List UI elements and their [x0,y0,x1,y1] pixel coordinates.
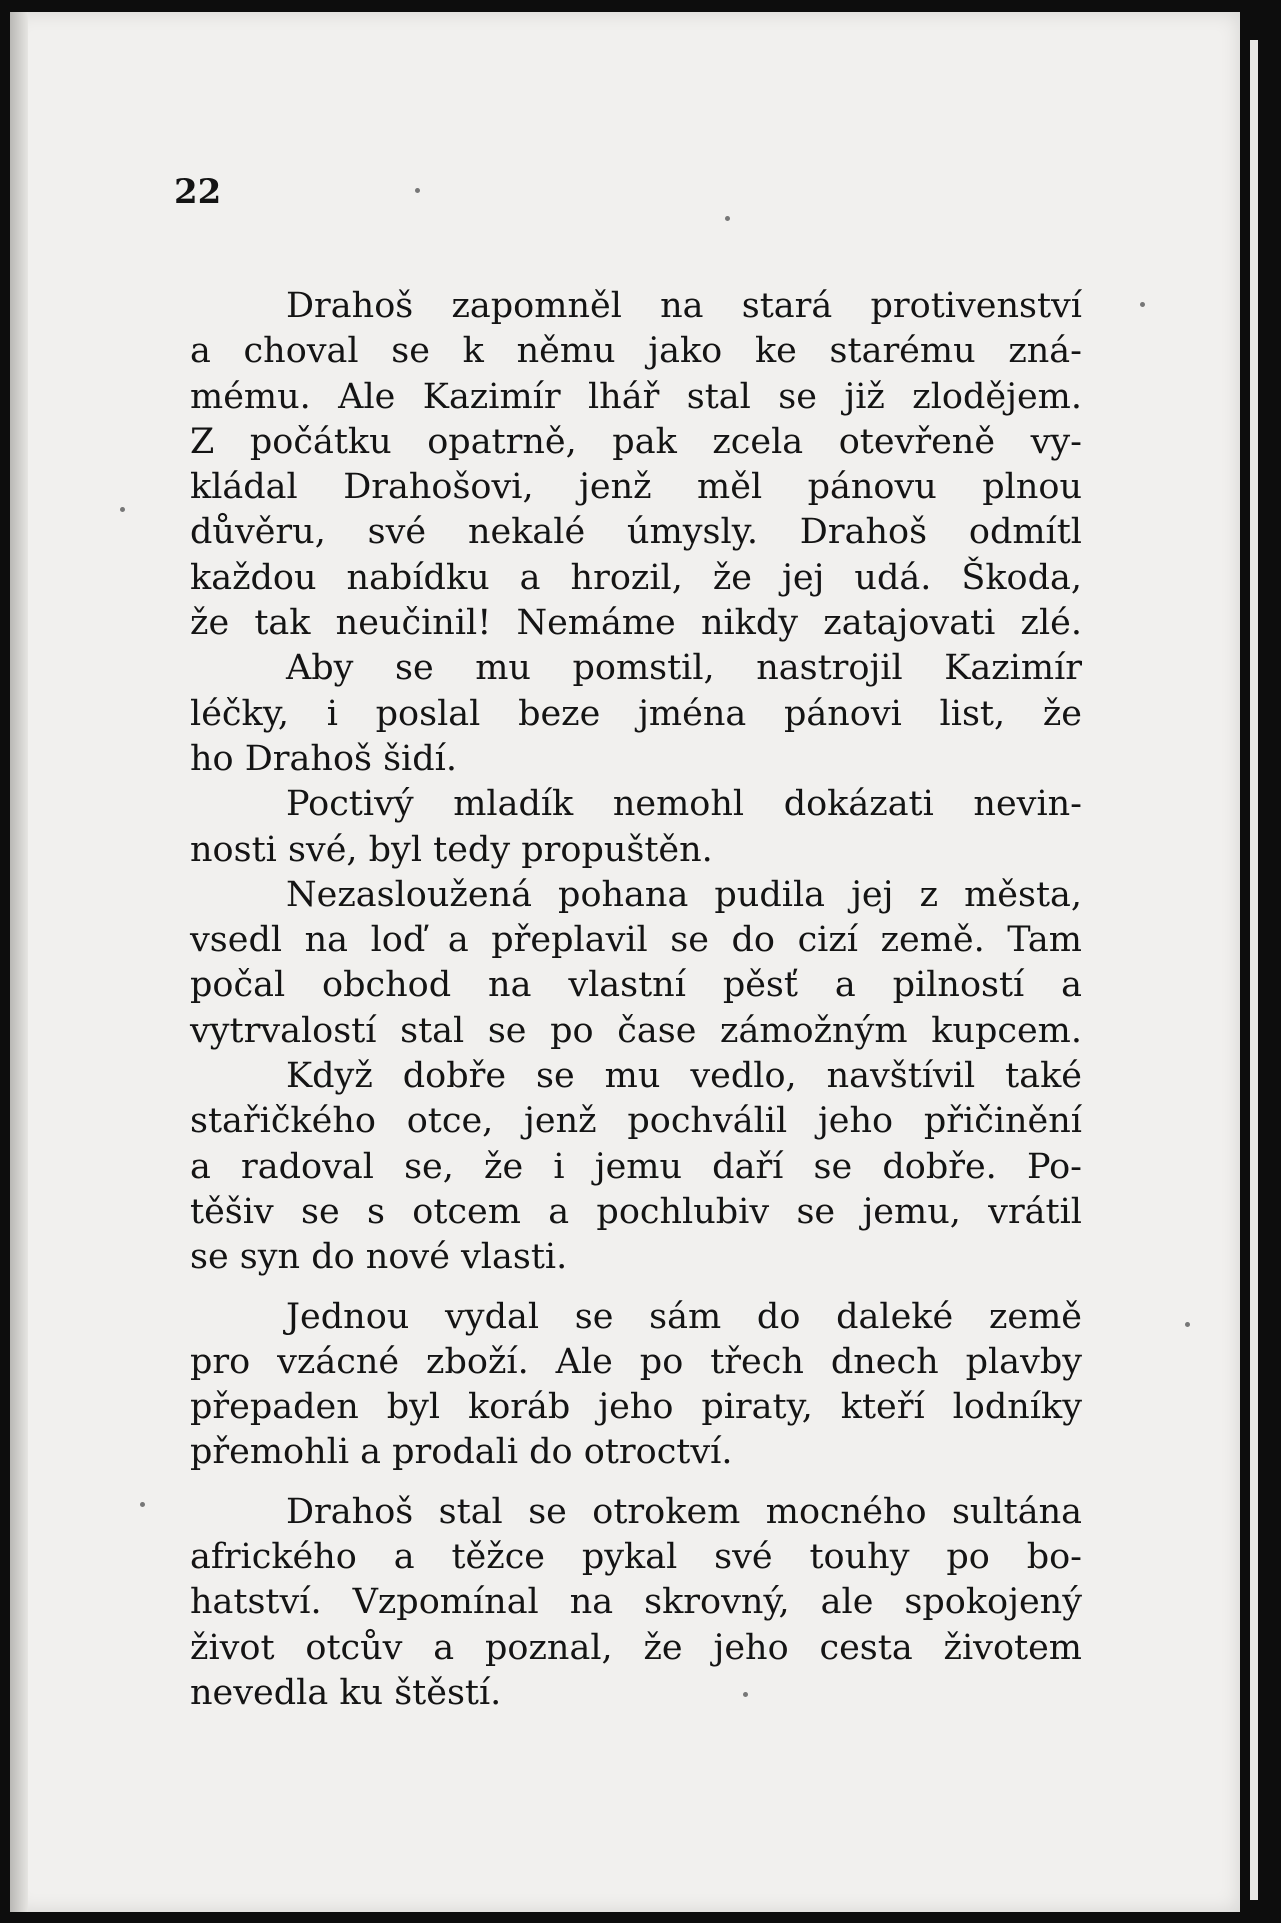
adjacent-page-edge [1250,40,1258,1900]
text-line: každou nabídku a hrozil, že jej udá. Škoda, [190,557,1082,598]
text-line: afrického a těžce pykal své touhy po bo- [190,1537,1082,1578]
text-line: Drahoš zapomněl na stará protivenství [286,286,1082,326]
text-line: ho Drahoš šidí. [190,738,457,779]
paragraph [190,284,1082,646]
text-line: stařičkého otce, jenž pochválil jeho přičinění [190,1101,1082,1142]
body-text [190,284,1082,1716]
paragraph [190,1295,1082,1476]
text-line: hatství. Vzpomínal na skrovný, ale spokojený [190,1582,1082,1623]
text-line: mému. Ale Kazimír lhář stal se již zlodějem. [190,376,1082,417]
paragraph [190,782,1082,873]
paragraph [190,646,1082,782]
paragraph [190,873,1082,1054]
text-line: Z počátku opatrně, pak zcela otevřeně vy- [190,421,1082,462]
text-line: počal obchod na vlastní pěsť a pilností a [190,965,1082,1006]
paper-speck [725,216,730,221]
text-line: důvěru, své nekalé úmysly. Drahoš odmítl [190,512,1082,553]
page-gutter-shadow [10,12,28,1912]
paper-speck [1140,302,1145,307]
text-line: a choval se k němu jako ke starému zná- [190,331,1082,372]
paragraph [190,1490,1082,1716]
text-line: pro vzácné zboží. Ale po třech dnech plavby [190,1341,1082,1382]
text-line: Nezasloužená pohana pudila jej z města, [286,874,1082,915]
text-line: nosti své, byl tedy propuštěn. [190,829,713,870]
text-line: vsedl na loď a přeplavil se do cizí země. Tam [190,920,1082,961]
paragraph-gap [190,1476,1082,1490]
text-line: se syn do nové vlasti. [190,1237,568,1278]
paper-speck [140,1502,145,1507]
paper-speck [1185,1322,1190,1327]
paper-speck [120,507,125,512]
text-line: že tak neučinil! Nemáme nikdy zatajovati zlé. [190,603,1082,644]
paper-speck [743,1692,748,1697]
text-line: léčky, i poslal beze jména pánovi list, že [190,693,1082,734]
text-line: přemohli a prodali do otroctví. [190,1432,733,1473]
text-line: těšiv se s otcem a pochlubiv se jemu, vrátil [190,1191,1082,1232]
paragraph [190,1054,1082,1280]
text-line: Jednou vydal se sám do daleké země [286,1296,1082,1337]
text-line: Aby se mu pomstil, nastrojil Kazimír [286,648,1082,689]
book-page [10,12,1240,1912]
text-line: Poctivý mladík nemohl dokázati nevin- [286,784,1082,825]
page-number: 22 [174,172,222,212]
text-line: a radoval se, že i jemu daří se dobře. Po- [190,1146,1082,1187]
text-line: nevedla ku štěstí. [190,1672,502,1713]
text-line: Když dobře se mu vedlo, navštívil také [286,1056,1082,1097]
paragraph-gap [190,1281,1082,1295]
paper-speck [415,188,420,193]
text-line: vytrvalostí stal se po čase zámožným kupcem. [190,1010,1082,1051]
text-line: život otcův a poznal, že jeho cesta životem [190,1627,1082,1668]
text-line: přepaden byl koráb jeho piraty, kteří lodníky [190,1387,1082,1428]
text-line: Drahoš stal se otrokem mocného sultána [286,1491,1082,1532]
text-line: kládal Drahošovi, jenž měl pánovu plnou [190,467,1082,508]
